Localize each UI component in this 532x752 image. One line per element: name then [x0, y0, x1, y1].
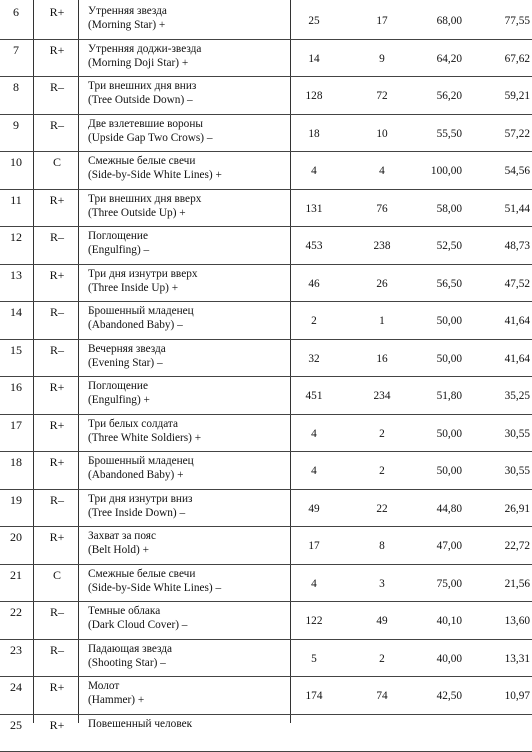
pattern-name-en: (Three Outside Up) +: [88, 206, 201, 220]
pattern-name-ru: Три дня изнутри вверх: [88, 267, 198, 281]
table-row: [0, 415, 532, 453]
row-number: 14: [4, 305, 28, 319]
pattern-type: R–: [39, 80, 75, 94]
table-row: [0, 115, 532, 153]
pattern-name-ru: Захват за пояс: [88, 529, 156, 543]
table-row: [0, 265, 532, 303]
pattern-name-ru: Три внешних дня вверх: [88, 192, 201, 206]
pattern-type: R–: [39, 230, 75, 244]
pattern-type: R–: [39, 643, 75, 657]
successful-occurrences: 10: [360, 127, 404, 141]
pattern-score: 41,64: [478, 352, 530, 366]
pattern-type: R+: [39, 43, 75, 57]
pattern-name: [88, 342, 166, 370]
success-percent: 50,00: [410, 314, 462, 328]
row-number: 15: [4, 343, 28, 357]
pattern-name: [88, 192, 201, 220]
pattern-name-en: (Morning Star) +: [88, 18, 167, 32]
row-number: 21: [4, 568, 28, 582]
pattern-name-en: (Upside Gap Two Crows) –: [88, 131, 213, 145]
pattern-name: [88, 79, 196, 107]
pattern-name: [88, 717, 192, 731]
row-number: 6: [4, 5, 28, 19]
pattern-name: [88, 679, 144, 707]
pattern-name-ru: Утренняя звезда: [88, 4, 167, 18]
success-percent: 64,20: [410, 52, 462, 66]
success-percent: 56,20: [410, 89, 462, 103]
pattern-name-en: (Belt Hold) +: [88, 543, 156, 557]
success-percent: 50,00: [410, 464, 462, 478]
table-row: [0, 190, 532, 228]
pattern-name-ru: Вечерняя звезда: [88, 342, 166, 356]
success-percent: 52,50: [410, 239, 462, 253]
pattern-name-en: (Three White Soldiers) +: [88, 431, 201, 445]
total-occurrences: 14: [292, 52, 336, 66]
pattern-name: [88, 379, 150, 407]
table-row: [0, 640, 532, 678]
pattern-name-en: (Engulfing) +: [88, 393, 150, 407]
row-number: 18: [4, 455, 28, 469]
successful-occurrences: 22: [360, 502, 404, 516]
pattern-score: 30,55: [478, 464, 530, 478]
pattern-name-en: (Abandoned Baby) –: [88, 318, 194, 332]
pattern-name-en: (Hammer) +: [88, 693, 144, 707]
pattern-name-ru: Молот: [88, 679, 144, 693]
pattern-score: 67,62: [478, 52, 530, 66]
pattern-name-ru: Повешенный человек: [88, 717, 192, 731]
row-number: 10: [4, 155, 28, 169]
total-occurrences: 453: [292, 239, 336, 253]
row-number: 13: [4, 268, 28, 282]
row-number: 22: [4, 605, 28, 619]
table-row: [0, 302, 532, 340]
successful-occurrences: 74: [360, 689, 404, 703]
success-percent: 58,00: [410, 202, 462, 216]
successful-occurrences: 8: [360, 539, 404, 553]
pattern-name: [88, 42, 201, 70]
row-number: 19: [4, 493, 28, 507]
row-number: 11: [4, 193, 28, 207]
pattern-name: [88, 529, 156, 557]
total-occurrences: 122: [292, 614, 336, 628]
successful-occurrences: 238: [360, 239, 404, 253]
pattern-score: 59,21: [478, 89, 530, 103]
total-occurrences: 18: [292, 127, 336, 141]
table-row: [0, 602, 532, 640]
table-row: [0, 77, 532, 115]
pattern-type: R+: [39, 718, 75, 732]
table-row: [0, 40, 532, 78]
pattern-name-ru: Брошенный младенец: [88, 454, 194, 468]
total-occurrences: 2: [292, 314, 336, 328]
pattern-type: R+: [39, 5, 75, 19]
pattern-type: C: [39, 155, 75, 169]
pattern-name-en: (Engulfing) –: [88, 243, 149, 257]
total-occurrences: 17: [292, 539, 336, 553]
pattern-name-en: (Tree Inside Down) –: [88, 506, 193, 520]
total-occurrences: 451: [292, 389, 336, 403]
row-number: 25: [4, 718, 28, 732]
pattern-name: [88, 454, 194, 482]
pattern-score: 30,55: [478, 427, 530, 441]
pattern-type: R–: [39, 118, 75, 132]
successful-occurrences: 234: [360, 389, 404, 403]
pattern-name-ru: Три белых солдата: [88, 417, 201, 431]
pattern-name: [88, 604, 187, 632]
pattern-name: [88, 267, 198, 295]
row-number: 23: [4, 643, 28, 657]
pattern-name: [88, 304, 194, 332]
table-row: [0, 340, 532, 378]
successful-occurrences: 3: [360, 577, 404, 591]
row-number: 16: [4, 380, 28, 394]
pattern-name: [88, 229, 149, 257]
successful-occurrences: 2: [360, 464, 404, 478]
row-number: 7: [4, 43, 28, 57]
pattern-name: [88, 4, 167, 32]
total-occurrences: 46: [292, 277, 336, 291]
success-percent: 55,50: [410, 127, 462, 141]
pattern-name: [88, 642, 172, 670]
total-occurrences: 131: [292, 202, 336, 216]
pattern-name-en: (Side-by-Side White Lines) –: [88, 581, 221, 595]
pattern-type: R+: [39, 418, 75, 432]
pattern-name-en: (Dark Cloud Cover) –: [88, 618, 187, 632]
successful-occurrences: 1: [360, 314, 404, 328]
pattern-name-en: (Shooting Star) –: [88, 656, 172, 670]
table-row: [0, 527, 532, 565]
pattern-name-ru: Смежные белые свечи: [88, 154, 222, 168]
successful-occurrences: 76: [360, 202, 404, 216]
total-occurrences: 128: [292, 89, 336, 103]
successful-occurrences: 9: [360, 52, 404, 66]
total-occurrences: 25: [292, 14, 336, 28]
success-percent: 50,00: [410, 352, 462, 366]
total-occurrences: 49: [292, 502, 336, 516]
pattern-score: 47,52: [478, 277, 530, 291]
pattern-type: R+: [39, 530, 75, 544]
success-percent: 100,00: [410, 164, 462, 178]
pattern-name-en: (Abandoned Baby) +: [88, 468, 194, 482]
successful-occurrences: 72: [360, 89, 404, 103]
pattern-score: 41,64: [478, 314, 530, 328]
successful-occurrences: 26: [360, 277, 404, 291]
pattern-name-en: (Tree Outside Down) –: [88, 93, 196, 107]
pattern-type: R+: [39, 680, 75, 694]
pattern-name-en: (Evening Star) –: [88, 356, 166, 370]
pattern-score: 22,72: [478, 539, 530, 553]
success-percent: 75,00: [410, 577, 462, 591]
total-occurrences: 4: [292, 164, 336, 178]
success-percent: 40,00: [410, 652, 462, 666]
pattern-name-ru: Поглощение: [88, 229, 149, 243]
pattern-score: 26,91: [478, 502, 530, 516]
table-row: [0, 490, 532, 528]
total-occurrences: 4: [292, 464, 336, 478]
successful-occurrences: 4: [360, 164, 404, 178]
successful-occurrences: 17: [360, 14, 404, 28]
success-percent: 44,80: [410, 502, 462, 516]
table-row: [0, 715, 532, 752]
pattern-type: R–: [39, 343, 75, 357]
pattern-score: 10,97: [478, 689, 530, 703]
pattern-name: [88, 417, 201, 445]
table-row: [0, 452, 532, 490]
pattern-name-ru: Брошенный младенец: [88, 304, 194, 318]
pattern-type: R+: [39, 455, 75, 469]
pattern-score: 77,55: [478, 14, 530, 28]
success-percent: 47,00: [410, 539, 462, 553]
pattern-name-ru: Темные облака: [88, 604, 187, 618]
pattern-name: [88, 117, 213, 145]
row-number: 9: [4, 118, 28, 132]
pattern-type: R–: [39, 305, 75, 319]
pattern-type: R–: [39, 605, 75, 619]
table-row: [0, 227, 532, 265]
pattern-score: 51,44: [478, 202, 530, 216]
pattern-name-ru: Поглощение: [88, 379, 150, 393]
pattern-name-en: (Three Inside Up) +: [88, 281, 198, 295]
pattern-name-ru: Смежные белые свечи: [88, 567, 221, 581]
pattern-type: R+: [39, 268, 75, 282]
pattern-score: 57,22: [478, 127, 530, 141]
pattern-score: 13,31: [478, 652, 530, 666]
pattern-name-ru: Падающая звезда: [88, 642, 172, 656]
total-occurrences: 32: [292, 352, 336, 366]
pattern-name-ru: Три внешних дня вниз: [88, 79, 196, 93]
success-percent: 51,80: [410, 389, 462, 403]
total-occurrences: 4: [292, 427, 336, 441]
pattern-score: 21,56: [478, 577, 530, 591]
row-number: 17: [4, 418, 28, 432]
pattern-type: C: [39, 568, 75, 582]
table-row: [0, 677, 532, 715]
successful-occurrences: 2: [360, 427, 404, 441]
total-occurrences: 4: [292, 577, 336, 591]
pattern-name: [88, 492, 193, 520]
pattern-type: R–: [39, 493, 75, 507]
pattern-name-en: (Morning Doji Star) +: [88, 56, 201, 70]
pattern-score: 35,25: [478, 389, 530, 403]
table-row: [0, 2, 532, 40]
pattern-name-ru: Утренняя доджи-звезда: [88, 42, 201, 56]
pattern-name: [88, 567, 221, 595]
pattern-type: R+: [39, 193, 75, 207]
total-occurrences: 174: [292, 689, 336, 703]
successful-occurrences: 2: [360, 652, 404, 666]
row-number: 12: [4, 230, 28, 244]
success-percent: 42,50: [410, 689, 462, 703]
pattern-name-en: (Side-by-Side White Lines) +: [88, 168, 222, 182]
pattern-name-ru: Три дня изнутри вниз: [88, 492, 193, 506]
success-percent: 68,00: [410, 14, 462, 28]
table-row: [0, 377, 532, 415]
pattern-score: 54,56: [478, 164, 530, 178]
pattern-type: R+: [39, 380, 75, 394]
row-number: 8: [4, 80, 28, 94]
row-number: 24: [4, 680, 28, 694]
pattern-name: [88, 154, 222, 182]
success-percent: 40,10: [410, 614, 462, 628]
row-number: 20: [4, 530, 28, 544]
pattern-name-ru: Две взлетевшие вороны: [88, 117, 213, 131]
total-occurrences: 5: [292, 652, 336, 666]
success-percent: 56,50: [410, 277, 462, 291]
pattern-score: 48,73: [478, 239, 530, 253]
successful-occurrences: 16: [360, 352, 404, 366]
successful-occurrences: 49: [360, 614, 404, 628]
pattern-score: 13,60: [478, 614, 530, 628]
table-row: [0, 565, 532, 603]
table-row: [0, 152, 532, 190]
success-percent: 50,00: [410, 427, 462, 441]
